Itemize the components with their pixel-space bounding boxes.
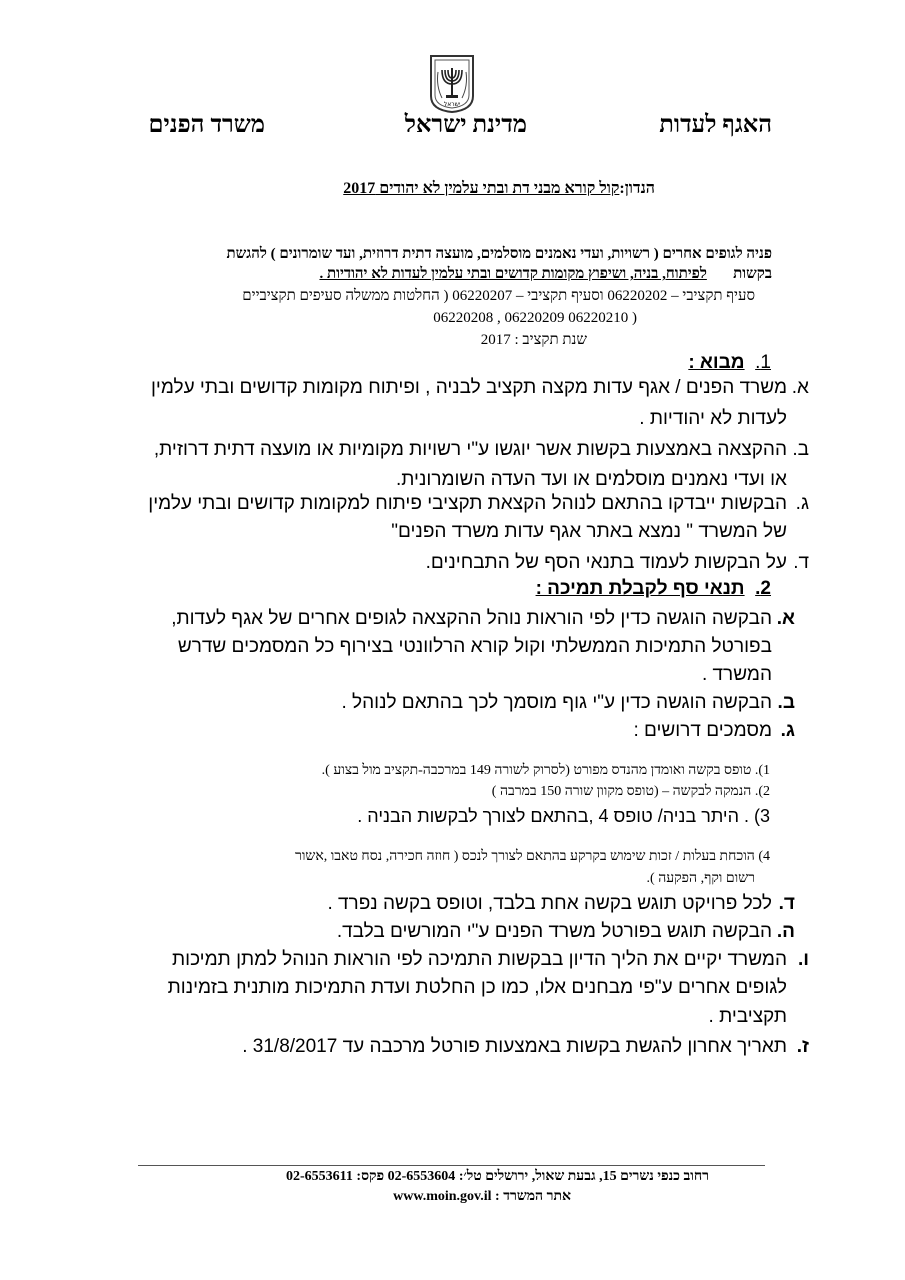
s1-item-b-line-1: ההקצאה באמצעות בקשות אשר יוגשו ע"י רשויות מקומיות או מועצה דתית דרוזית, (153, 439, 787, 460)
s1-marker-d: ד. (793, 552, 809, 573)
intro-line-2 (319, 266, 772, 283)
subject-line (343, 180, 655, 198)
section-2-heading (536, 578, 771, 600)
intro-line-2-prefix: בקשות (733, 266, 772, 282)
s1-item-b-line-2: או ועדי נאמנים מוסלמים או ועד העדה השומרונית. (396, 469, 787, 490)
doc-item-3: 3) . היתר בניה/ טופס 4 ,בהתאם לצורך לבקשות הבניה . (357, 806, 770, 826)
doc-item-4: 4) הוכחת בעלות / זכות שימוש בקרקע בהתאם לצורך לנכס ( חוזה חכירה, נסח טאבו ,אשור (294, 849, 770, 864)
s2-item-f-line-3: תקציבית . (708, 1006, 787, 1027)
s2-item-c-line-1: מסמכים דרושים : (633, 720, 772, 741)
s1-item-a-line-1: משרד הפנים / אגף עדות מקצה תקציב לבניה , ופיתוח מקומות קדושים ובתי עלמין (150, 377, 787, 398)
s2-item-g-line-1: תאריך אחרון להגשת בקשות באמצעות פורטל מרכבה עד 31/8/2017 . (242, 1036, 787, 1057)
s2-item-b-line-1: הבקשה הוגשה כדין ע"י גוף מוסמך לכך בהתאם לנוהל . (341, 692, 772, 713)
s2-marker-e: ה. (776, 921, 795, 942)
s1-item-c-line-2: של המשרד " נמצא באתר אגף עדות משרד הפנים" (391, 521, 787, 542)
doc-item-1: 1). טופס בקשה ואומדן מהנדס מפורט (לסרוק לשורה 149 במרכבה-תקציב מול בצוע ). (321, 763, 770, 778)
s2-marker-g: ז. (796, 1036, 809, 1057)
section-2-title: תנאי סף לקבלת תמיכה : (535, 578, 745, 599)
s2-item-a-line-3: המשרד . (701, 664, 772, 685)
section-1-heading (688, 352, 771, 374)
section-2-number: 2. (755, 578, 771, 599)
s1-marker-c: ג. (795, 493, 809, 514)
intro-line-2-underlined: לפיתוח, בניה, ושיפוץ מקומות קדושים ובתי עלמין לעדות לא יהודיות . (319, 266, 707, 282)
s1-item-c-line-1: הבקשות ייבדקו בהתאם לנוהל הקצאת תקציבי פיתוח למקומות קדושים ובתי עלמין (148, 493, 787, 514)
s2-marker-f: ו. (797, 949, 809, 970)
subject-prefix: הנדון: (619, 180, 655, 197)
budget-line: סעיף תקציבי – 06220202 וסעיף תקציבי – 06220207 ( החלטות ממשלה סעיפים תקציביים (242, 288, 755, 304)
footer-address: רחוב כנפי נשרים 15, גבעת שאול, ירושלים טל׳: 02-6553604 פקס: 02-6553611 (286, 1169, 709, 1184)
budget-year: שנת תקציב : 2017 (480, 332, 587, 348)
footer-rule (138, 1165, 765, 1166)
footer-website: אתר המשרד : www.moin.gov.il (393, 1189, 571, 1204)
s1-item-a-line-2: לעדות לא יהודיות . (639, 408, 787, 429)
s2-item-f-line-1: המשרד יקיים את הליך הדיון בבקשות התמיכה לפי הוראות הנוהל למתן תמיכות (172, 949, 787, 970)
s2-marker-d: ד. (778, 893, 795, 914)
emblem-text: ישראל (443, 101, 461, 108)
s2-marker-a: א. (776, 608, 795, 629)
header-state: מדינת ישראל (404, 112, 527, 138)
header-ministry: משרד הפנים (148, 112, 265, 138)
s1-marker-b: ב. (792, 439, 809, 460)
intro-line-1: פניה לגופים אחרים ( רשויות, ועדי נאמנים מוסלמים, מועצה דתית דרוזית, ועד שומרונים ) להגשת (226, 246, 772, 262)
s2-item-a-line-1: הבקשה הוגשה כדין לפי הוראות נוהל ההקצאה לגופים אחרים של אגף לעדות, (171, 608, 772, 629)
doc-item-4-cont: רשום וקף, הפקעה ). (646, 871, 755, 886)
s2-item-a-line-2: בפורטל התמיכות הממשלתי וקול קורא הרלוונטי בצירוף כל המסמכים שדרש (177, 636, 772, 657)
section-1-title: מבוא : (688, 352, 745, 373)
header-department: האגף לעדות (659, 112, 772, 138)
section-1-number: 1. (755, 352, 771, 373)
s1-marker-a: א. (791, 377, 809, 398)
s2-item-d-line-1: לכל פרויקט תוגש בקשה אחת בלבד, וטופס בקשה נפרד . (327, 893, 772, 914)
s2-item-e-line-1: הבקשה תוגש בפורטל משרד הפנים ע"י המורשים בלבד. (336, 921, 772, 942)
s2-marker-c: ג. (780, 720, 795, 741)
budget-line-cont: ( 06220210 06220209 , 06220208 (433, 310, 637, 326)
state-emblem-icon (428, 54, 476, 114)
doc-item-2: 2). הנמקה לבקשה – (טופס מקוון שורה 150 במרבה ) (491, 784, 770, 799)
subject-text: קול קורא מבני דת ובתי עלמין לא יהודים 2017 (343, 180, 620, 197)
s2-marker-b: ב. (777, 692, 795, 713)
s1-item-d-line-1: על הבקשות לעמוד בתנאי הסף של התבחינים. (425, 552, 787, 573)
s2-item-f-line-2: לגופים אחרים ע"פי מבחנים אלו, כמו כן החלטת ועדת התמיכות מותנית בזמינות (167, 977, 787, 998)
